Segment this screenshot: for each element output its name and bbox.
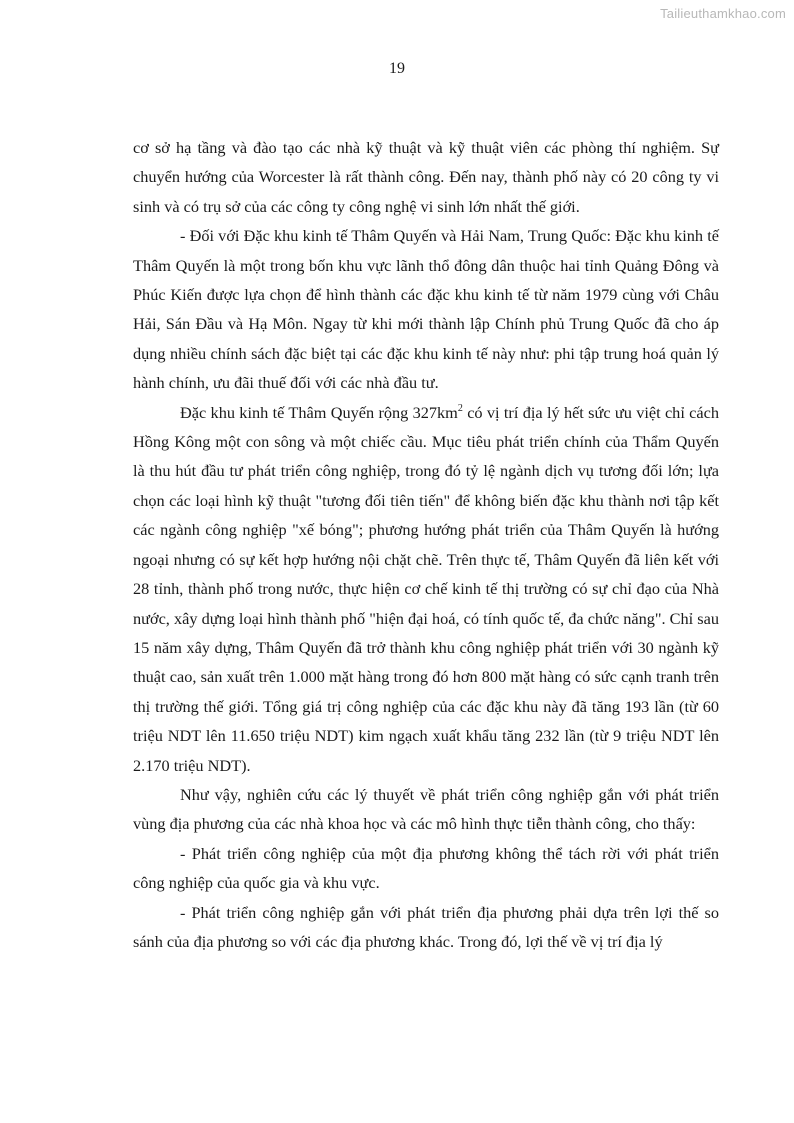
paragraph-1: cơ sở hạ tầng và đào tạo các nhà kỹ thuật và kỹ thuật viên các phòng thí nghiệm. Sự chuyển hướng của Worcester là rất thành công. Đến nay, thành phố này có 20 công ty vi sinh và có trụ sở của các công ty công nghệ vi sinh lớn nhất thế giới. — [133, 138, 719, 216]
paragraph-5: - Phát triển công nghiệp của một địa phương không thể tách rời với phát triển công nghiệp của quốc gia và khu vực. — [133, 843, 719, 893]
paragraph-3 — [133, 398, 719, 780]
paragraph-2: - Đối với Đặc khu kinh tế Thâm Quyến và Hải Nam, Trung Quốc: Đặc khu kinh tế Thâm Quyến là một trong bốn khu vực lãnh thổ đông dân thuộc hai tỉnh Quảng Đông và Phúc Kiến được lựa chọn để hình thành các đặc khu kinh tế từ năm 1979 cùng với Châu Hải, Sán Đầu và Hạ Môn. Ngay từ khi mới thành lập Chính phủ Trung Quốc đã cho áp dụng nhiều chính sách đặc biệt tại các đặc khu kinh tế này như: phi tập trung hoá quản lý hành chính, ưu đãi thuế đối với các nhà đầu tư. — [133, 226, 719, 393]
watermark-text: Tailieuthamkhao.com — [660, 6, 786, 21]
document-body — [133, 133, 719, 956]
paragraph-6: - Phát triển công nghiệp gắn với phát triển địa phương phải dựa trên lợi thế so sánh của địa phương so với các địa phương khác. Trong đó, lợi thế về vị trí địa lý — [133, 902, 719, 951]
paragraph-3-rest: có vị trí địa lý hết sức ưu việt chỉ cách Hồng Kông một con sông và một chiếc cầu. Mục tiêu phát triển chính của Thẩm Quyến là thu hút đầu tư phát triển công nghiệp, trong đó tỷ lệ ngành dịch vụ tương đối lớn; lựa chọn các loại hình kỹ thuật "tương đối tiên tiến" để không biến đặc khu thành nơi tập kết các ngành công nghiệp "xế bóng"; phương hướng phát triển của Thâm Quyến là hướng ngoại nhưng có sự kết hợp hướng nội chặt chẽ. Trên thực tế, Thâm Quyến đã liên kết với 28 tỉnh, thành phố trong nước, thực hiện cơ chế kinh tế thị trường có sự chỉ đạo của Nhà nước, xây dựng loại hình thành phố "hiện đại hoá, có tính quốc tế, đa chức năng". Chỉ sau 15 năm xây dựng, Thâm Quyến đã trở thành khu công nghiệp phát triển với 30 ngành kỹ thuật cao, sản xuất trên 1.000 mặt hàng trong đó hơn 800 mặt hàng có sức cạnh tranh trên thị trường thế giới. Tổng giá trị công nghiệp của các đặc khu này đã tăng 193 lần (từ 60 triệu NDT lên 11.650 triệu NDT) kim ngạch xuất khẩu tăng 232 lần (từ 9 triệu NDT lên 2.170 triệu NDT). — [133, 402, 719, 775]
paragraph-4: Như vậy, nghiên cứu các lý thuyết về phát triển công nghiệp gắn với phát triển vùng địa phương của các nhà khoa học và các mô hình thực tiễn thành công, cho thấy: — [133, 784, 719, 834]
superscript-2: 2 — [457, 402, 463, 414]
paragraph-3-start: Đặc khu kinh tế Thâm Quyến rộng 327km — [180, 402, 458, 422]
page-number: 19 — [389, 60, 405, 77]
